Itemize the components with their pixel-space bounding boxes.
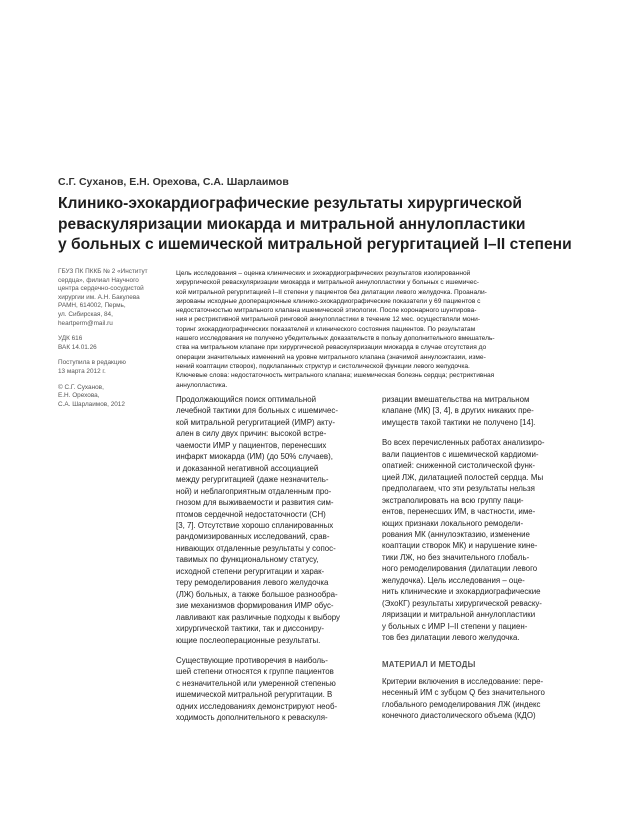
text-line: [3, 7]. Отсутствие хорошо спланированных [176,520,334,530]
text-line: цией ЛЖ, дилатацией полостей сердца. Мы [382,472,544,482]
affiliation-received [58,359,170,376]
body-paragraph [382,394,582,428]
text-line: ризации вмешательства на митральном [382,395,530,404]
body-paragraph [382,676,582,722]
text-line: ного ремоделирования (дилатации левого [382,564,538,574]
text-line: вали пациентов с ишемической кардиоми- [382,449,539,459]
body-paragraph [176,655,372,724]
text-line: инфаркт миокарда (ИМ) (до 50% случаев), [176,452,333,462]
text-line: хирургии им. А.Н. Бакулева [58,293,140,301]
text-line: ходимость дополнительного к реваскуля- [176,713,328,723]
text-line: Поступила в редакцию [58,359,126,367]
text-line: тики ЛЖ, но без значительного глобаль- [382,552,530,562]
body-column-left [176,394,372,724]
text-line: С.А. Шарлаимов, 2012 [58,400,125,408]
text-line: хирургической реваскуляризации миокарда и митральной аннулопластики у больных с ишемичес- [176,279,479,287]
text-line: ющих признаки локального ремодели- [382,518,524,528]
text-line: ства на митральном клапане при хирургической реваскуляризации миокарда в случае отсутствия до [176,344,487,352]
text-line: Цель исследования – оценка клинических и эхокардиографических результатов изолированной [176,270,471,277]
title-line: у больных с ишемической митральной регургитацией I–II степени [58,236,572,253]
text-line: © С.Г. Суханов, [58,383,104,391]
text-line: тавимых по функциональному статусу, [176,555,319,565]
affiliation-copyright [58,384,170,410]
text-line: шей степени относятся к группе пациентов [176,667,334,677]
text-line: нивающих отдаленные результаты у сопос- [176,543,336,553]
text-line: ул. Сибирская, 84, [58,310,113,318]
text-line: ВАК 14.01.26 [58,343,97,351]
text-line: Существующие противоречия в наиболь- [176,655,328,665]
article-abstract [176,269,586,390]
text-line: РАМН, 614002, Пермь, [58,302,126,310]
text-line: желудочка). Цель исследования – оце- [382,575,525,585]
text-line: Продолжающийся поиск оптимальной [176,395,317,404]
text-line: зированы исходные дооперационные клинико-эхокардиографические показатели у 69 пациентов с [176,297,481,305]
text-line: нений коаптации створок), подклапанных структур и систолической функции левого желудочка. [176,362,470,370]
text-line: Критерии включения в исследование: пере- [382,676,544,686]
text-line: торинг эхокардиографических показателей и клинического состояния пациентов. По результатам [176,325,476,333]
text-line: экстраполировать на всю группу паци- [382,495,524,505]
text-line: лавливают как различные подходы к выбору [176,612,340,622]
text-line: ющие послеоперационные результаты. [176,635,321,645]
text-line: между регургитацией (даже незначитель- [176,475,329,485]
text-line: зие механизмов формирования ИМР обус- [176,601,334,611]
text-line: аннулопластика. [176,381,228,389]
text-line: рандомизированных исследований, срав- [176,532,330,542]
text-line: несенный ИМ с зубцом Q без значительного [382,688,545,698]
text-line: нить клинические и эхокардиографические [382,587,541,597]
body-column-right [382,394,582,722]
text-line: 13 марта 2012 г. [58,367,106,375]
text-line: теру ремоделирования левого желудочка [176,578,329,588]
text-line: коаптации створок МК) и нарушение кине- [382,541,538,551]
affiliation-institution [58,268,170,328]
text-line: конечного диастолического объема (КДО) [382,711,536,721]
affiliation-udk [58,335,170,352]
text-line: одних исследованиях демонстрируют необ- [176,701,338,711]
text-line: heartperm@mail.ru [58,319,113,327]
affiliation-sidebar [58,268,170,416]
text-line: ален в силу двух причин: высокой встре- [176,429,327,439]
text-line: исходной степени регургитации и харак- [176,566,325,576]
body-paragraph [382,437,582,643]
text-line: ентов, перенесших ИМ, в частности, име- [382,507,536,517]
text-line: недостаточностью митрального клапана ишемической этиологии. После коронарного шунтирова- [176,307,477,315]
text-line: ния и рестриктивной митральной ринговой аннулопластики в течение 12 мес. осуществляли мони- [176,316,481,324]
text-line: опатией: сниженной систолической функ- [382,461,535,471]
text-line: (ЛЖ) больных, а также большое разнообра- [176,589,338,599]
text-line: Ключевые слова: недостаточность митрального клапана; ишемическая болезнь сердца; рестриктивная [176,372,495,380]
text-line: (ЭхоКГ) результаты хирургической реваску- [382,598,542,608]
text-line: с незначительной или умеренной степенью [176,678,336,688]
text-line: глобального ремоделирования ЛЖ (индекс [382,699,541,709]
text-line: кой митральной регургитацией I–II степени у пациентов без дилатации левого желудочка. Проанали- [176,288,487,296]
text-line: ГБУЗ ПК ПККБ № 2 «Институт [58,268,148,275]
article-title [58,194,588,256]
text-line: гнозом для выживаемости и развития сим- [176,498,334,508]
text-line: Во всех перечисленных работах анализиро- [382,438,545,448]
text-line: Е.Н. Орехова, [58,392,100,400]
text-line: УДК 616 [58,335,83,343]
text-line: тов без дилатации левого желудочка. [382,633,520,643]
text-line: у больных с ИМР I–II степени у пациен- [382,621,528,631]
text-line: и доказанной негативной ассоциацией [176,463,319,473]
text-line: операции значительных изменений на уровне митрального клапана (значимой аннулоэктазии, изме- [176,353,486,361]
title-line: Клинико-эхокардиографические результаты хирургической [58,195,522,212]
text-line: рования МК (аннулоэктазию, изменение [382,529,530,539]
text-line: чаемости ИМР у пациентов, перенесших [176,440,327,450]
text-line: ишемической митральной регургитации. В [176,690,333,700]
text-line: ной) и неблагоприятным отдаленным про- [176,486,332,496]
article-authors: С.Г. Суханов, Е.Н. Орехова, С.А. Шарлаимов [58,176,289,188]
text-line: центра сердечно-сосудистой [58,285,144,293]
text-line: птомов сердечной недостаточности (СН) [176,509,326,519]
text-line: предполагаем, что эти результаты нельзя [382,484,535,494]
section-heading: МАТЕРИАЛ И МЕТОДЫ [382,659,476,669]
text-line: клапане (МК) [3, 4], в других никаких пре- [382,406,534,416]
title-line: реваскуляризации миокарда и митральной аннулопластики [58,215,526,233]
text-line: хирургической тактики, так и диссониру- [176,624,325,634]
text-line: нашего исследования не получено убедительных доказательств в пользу дополнительного вмешатель- [176,335,495,343]
text-line: кой митральной регургитацией (ИМР) акту- [176,417,335,427]
text-line: имуществ такой тактики не получено [14]. [382,417,536,427]
body-paragraph [176,394,372,646]
text-line: ляризации и митральной аннулопластики [382,610,536,620]
text-line: лечебной тактики для больных с ишемичес- [176,406,338,416]
text-line: сердца», филиал Научного [58,276,139,284]
